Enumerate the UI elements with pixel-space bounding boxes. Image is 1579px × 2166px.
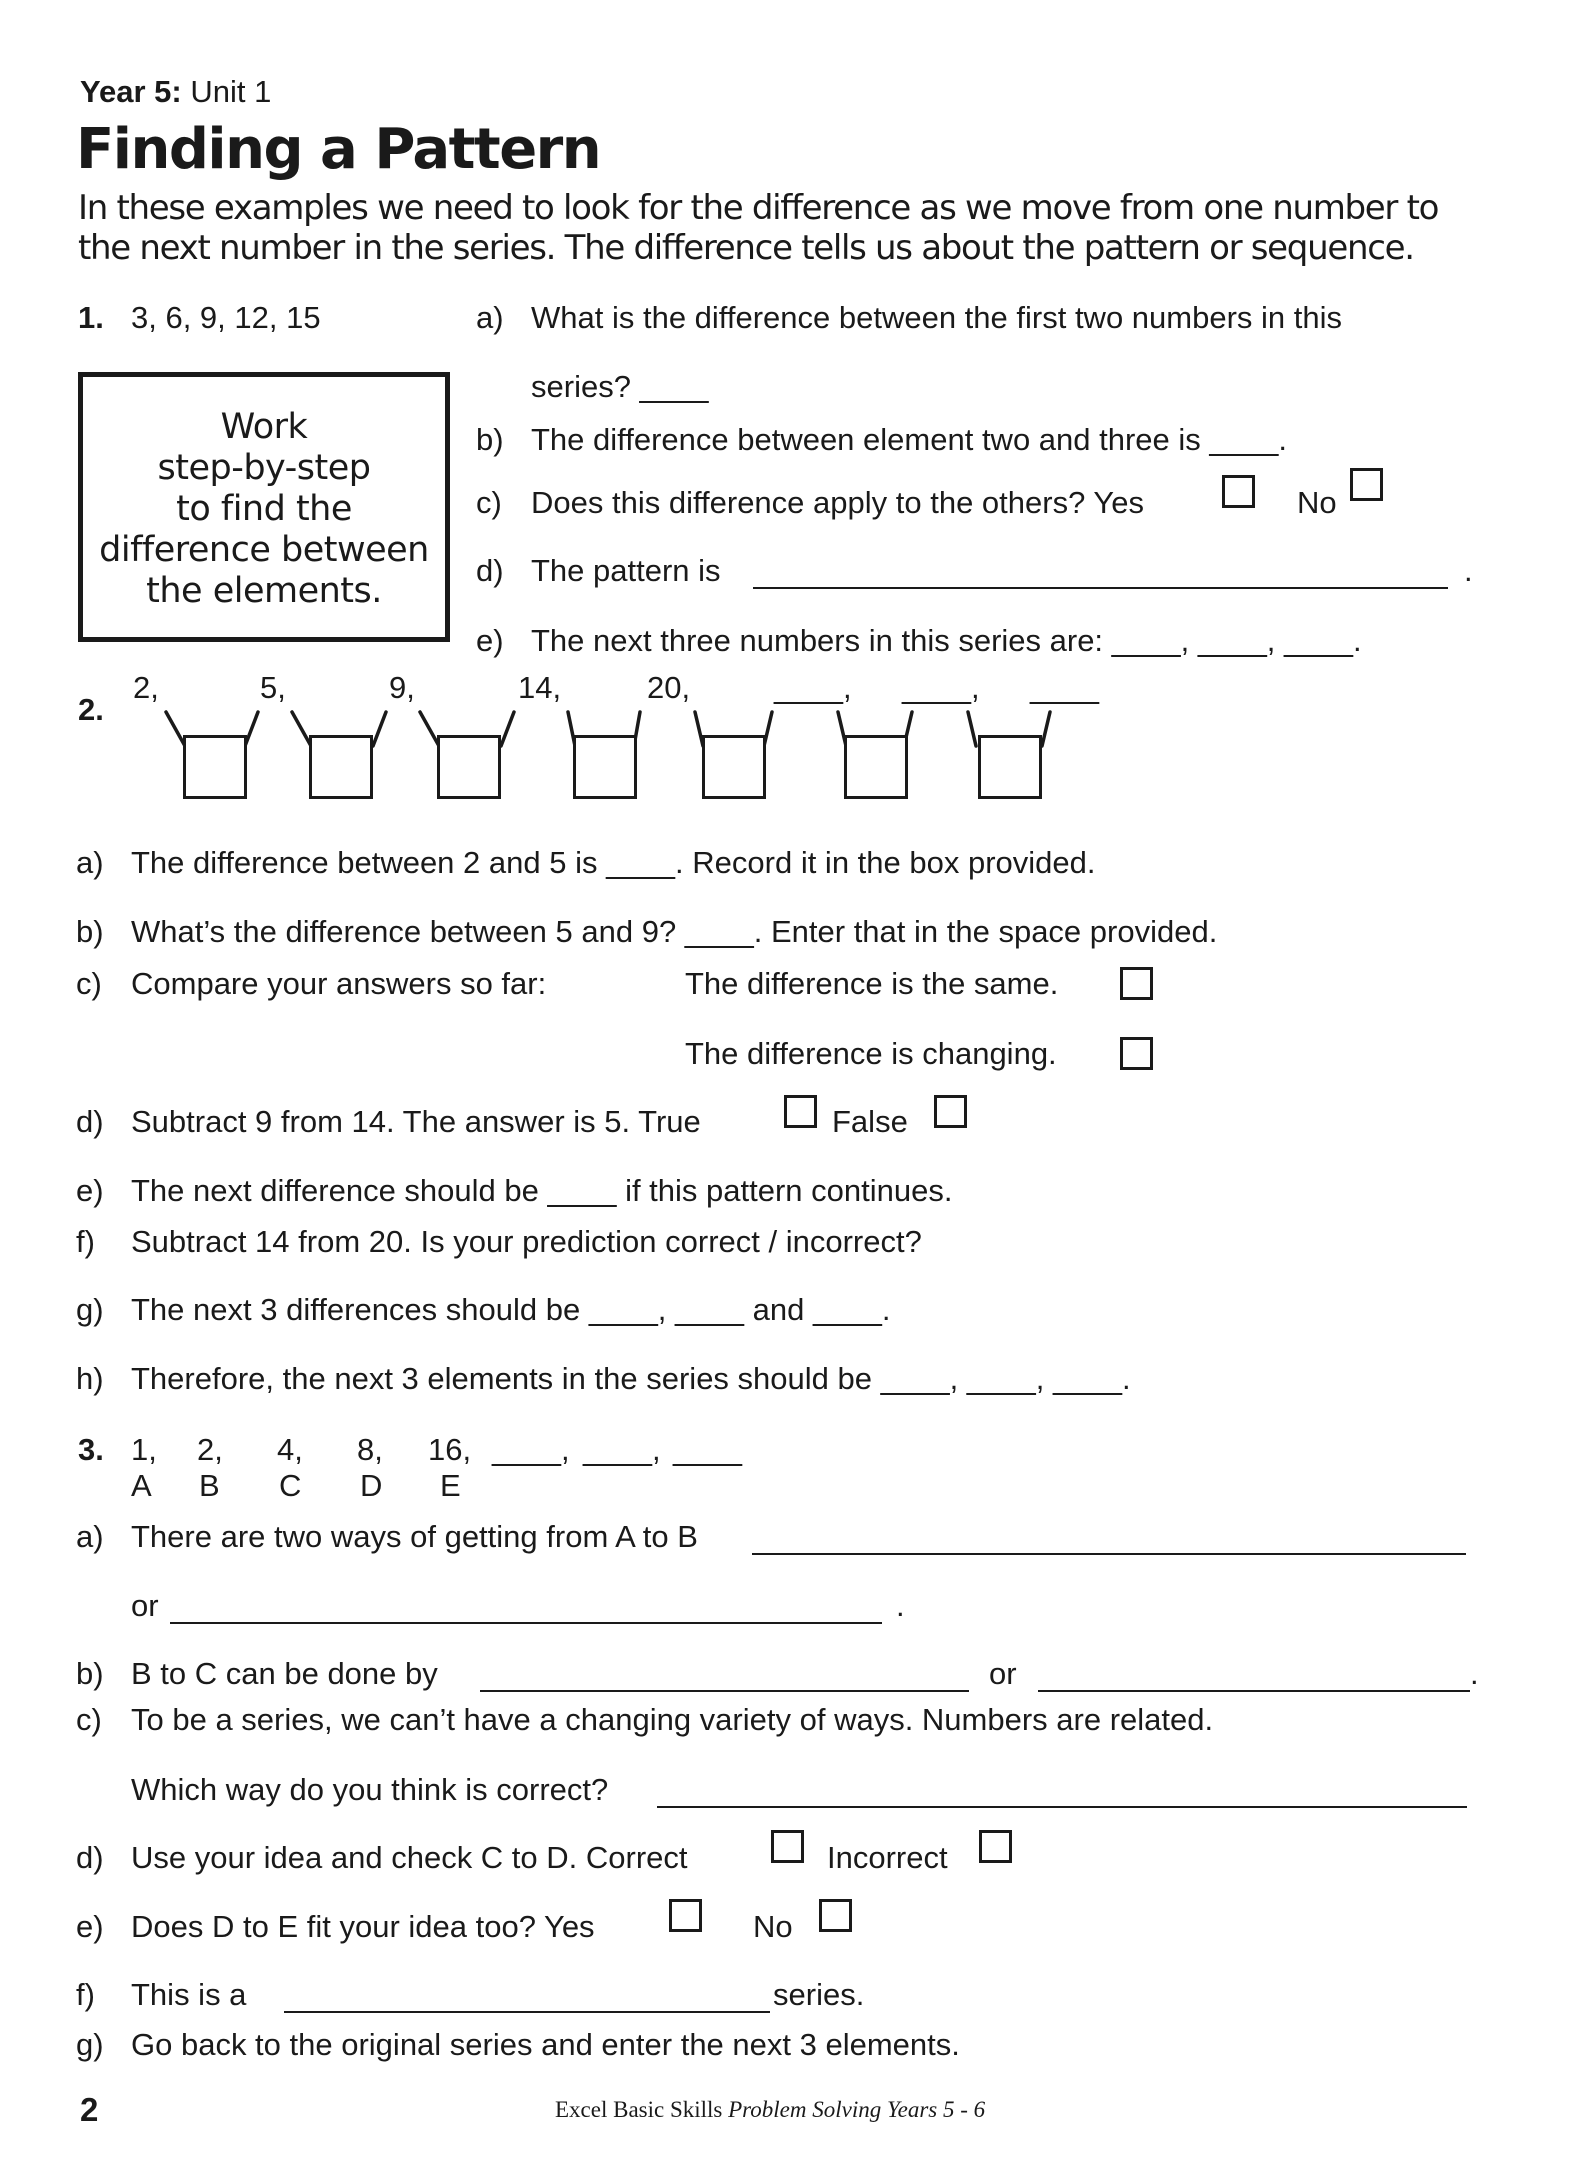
q3-c-text2: Which way do you think is correct? [131,1772,609,1807]
q3-f-end: series. [773,1977,865,2012]
intro-line-2: the next number in the series. The difference tells us about the pattern or sequence. [78,228,1414,268]
false-checkbox[interactable] [934,1095,967,1128]
q3-g-letter: g) [76,2027,104,2062]
q2-c-letter: c) [76,966,102,1001]
q3-f-letter: f) [76,1977,95,2012]
tip-line: the elements. [146,571,382,611]
q1-number: 1. [78,300,104,335]
difference-box[interactable] [978,735,1042,799]
q1-series: 3, 6, 9, 12, 15 [131,300,321,335]
q2-term-blank: ____, [774,670,852,705]
q3-b-text: B to C can be done by [131,1656,438,1691]
q3-letter-b: B [199,1468,220,1503]
q2-c-opt1: The difference is the same. [685,966,1059,1001]
incorrect-checkbox[interactable] [979,1830,1012,1863]
intro-line-1: In these examples we need to look for the difference as we move from one number to [78,188,1439,228]
q2-f-letter: f) [76,1224,95,1259]
q3-c-letter: c) [76,1702,102,1737]
q3-e-letter: e) [76,1909,104,1944]
q2-term-blank: ____ [1030,670,1099,705]
q3-f-line[interactable] [284,1981,770,2013]
q2-a-letter: a) [76,845,104,880]
footer-credit [555,2096,985,2124]
q3-a-end: . [896,1588,905,1623]
same-checkbox[interactable] [1120,967,1153,1000]
q2-a-text: The difference between 2 and 5 is ____. Record it in the box provided. [131,845,1096,880]
q1-c-letter: c) [476,485,502,520]
q1-b-letter: b) [476,422,504,457]
q3-g-text: Go back to the original series and enter the next 3 elements. [131,2027,960,2062]
q3-b-end: . [1470,1656,1479,1691]
q3-term: 2, [197,1432,223,1467]
q3-term-blank: ____, [583,1432,661,1467]
q3-yes-checkbox[interactable] [669,1899,702,1932]
tip-line: to find the [176,489,352,529]
q2-h-text: Therefore, the next 3 elements in the series should be ____, ____, ____. [131,1361,1131,1396]
difference-connectors [0,0,1579,820]
q2-term: 20, [647,670,691,705]
q3-b-letter: b) [76,1656,104,1691]
q3-a-or: or [131,1588,159,1623]
q2-term: 2, [133,670,159,705]
q3-c-text1: To be a series, we can’t have a changing variety of ways. Numbers are related. [131,1702,1214,1737]
q3-d-incorrect: Incorrect [827,1840,948,1875]
q3-letter-e: E [440,1468,461,1503]
q3-b-or: or [989,1656,1017,1691]
q3-a-line-2[interactable] [170,1592,882,1624]
q3-letter-c: C [279,1468,302,1503]
q1-e-letter: e) [476,623,504,658]
q3-c-line[interactable] [657,1776,1467,1808]
q3-number: 3. [78,1432,104,1467]
q3-a-text: There are two ways of getting from A to B [131,1519,698,1554]
q2-c-text: Compare your answers so far: [131,966,547,1001]
q2-term: 5, [260,670,286,705]
q3-d-letter: d) [76,1840,104,1875]
q3-term: 16, [428,1432,472,1467]
q2-d-false: False [832,1104,908,1139]
q2-number: 2. [78,692,104,727]
q2-e-text: The next difference should be ____ if this pattern continues. [131,1173,953,1208]
q1-d-letter: d) [476,553,504,588]
correct-checkbox[interactable] [771,1830,804,1863]
q2-term: 9, [389,670,415,705]
difference-box[interactable] [183,735,247,799]
q1-d-text: The pattern is [531,553,721,588]
difference-box[interactable] [437,735,501,799]
q2-d-text: Subtract 9 from 14. The answer is 5. True [131,1104,701,1139]
year-label: Year 5: [80,74,182,109]
q2-term: 14, [518,670,562,705]
q1-c-text: Does this difference apply to the others? Yes [531,485,1144,520]
tip-line: Work [220,407,308,447]
q3-e-no: No [753,1909,793,1944]
q1-a-text2: series? ____ [531,369,709,404]
q3-term-blank: ____ [673,1432,742,1467]
q1-a-letter: a) [476,300,504,335]
q1-a-text1: What is the difference between the first two numbers in this [531,300,1342,335]
q3-b-line-1[interactable] [480,1660,969,1692]
q1-d-end: . [1464,553,1473,588]
q3-term: 1, [131,1432,157,1467]
difference-box[interactable] [573,735,637,799]
q2-c-opt2: The difference is changing. [685,1036,1057,1071]
q1-b-text: The difference between element two and three is ____. [531,422,1287,457]
q2-f-text: Subtract 14 from 20. Is your prediction correct / incorrect? [131,1224,922,1259]
q3-b-line-2[interactable] [1038,1660,1470,1692]
difference-box[interactable] [309,735,373,799]
q1-e-text: The next three numbers in this series are: ____, ____, ____. [531,623,1362,658]
tip-line: step-by-step [157,448,371,488]
page-number: 2 [80,2091,99,2128]
q3-a-letter: a) [76,1519,104,1554]
changing-checkbox[interactable] [1120,1037,1153,1070]
q3-d-text: Use your idea and check C to D. Correct [131,1840,688,1875]
true-checkbox[interactable] [784,1095,817,1128]
book-title: Excel Basic Skills [555,2097,723,2122]
q2-g-text: The next 3 differences should be ____, ____ and ____. [131,1292,891,1327]
q3-no-checkbox[interactable] [819,1899,852,1932]
book-subtitle: Problem Solving Years 5 - 6 [728,2097,986,2122]
q2-h-letter: h) [76,1361,104,1396]
page-title: Finding a Pattern [76,117,601,182]
q3-term: 8, [357,1432,383,1467]
tip-line: difference between [99,530,429,570]
difference-box[interactable] [844,735,908,799]
q3-letter-d: D [360,1468,383,1503]
difference-box[interactable] [702,735,766,799]
q3-term: 4, [277,1432,303,1467]
q2-term-blank: ____, [902,670,980,705]
q3-e-text: Does D to E fit your idea too? Yes [131,1909,595,1944]
q2-g-letter: g) [76,1292,104,1327]
q1-c-no: No [1297,485,1337,520]
q3-letter-a: A [131,1468,152,1503]
q2-d-letter: d) [76,1104,104,1139]
q2-e-letter: e) [76,1173,104,1208]
q3-f-text: This is a [131,1977,247,2012]
q3-term-blank: ____, [492,1432,570,1467]
q3-a-line-1[interactable] [752,1523,1466,1555]
q2-b-text: What’s the difference between 5 and 9? ____. Enter that in the space provided. [131,914,1218,949]
q2-b-letter: b) [76,914,104,949]
unit-label: Unit 1 [190,74,272,109]
